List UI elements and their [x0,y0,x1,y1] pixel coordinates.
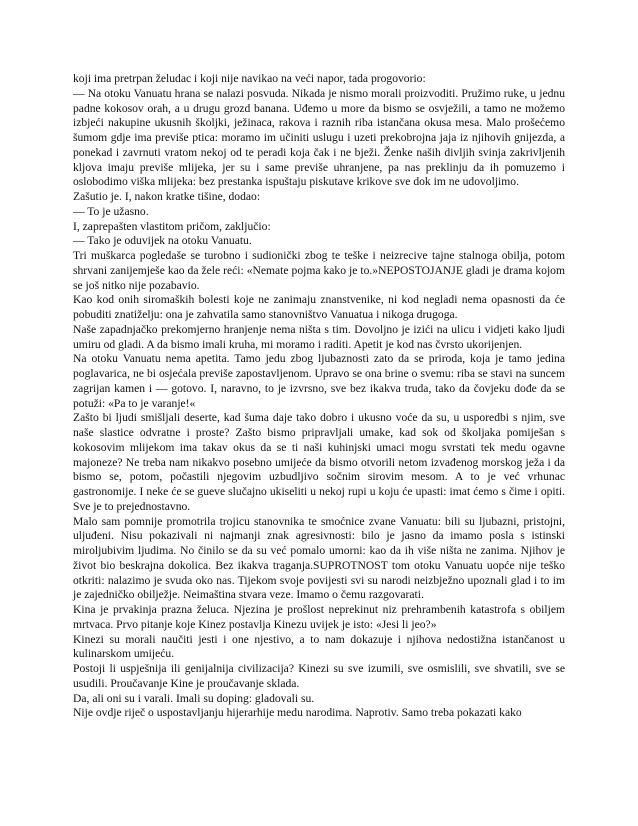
paragraph-13: Kina je prvakinja prazna želuca. Njezina je prošlost neprekinut niz prehrambenih katastrofa s obiljem mrtvaca. Prvo pitanje koje Kinez postavlja Kinezu uvijek je isto: «Jesi li jeo?» [73,603,565,631]
paragraph-9: Naše zapadnjačko prekomjerno hranjenje nema ništa s tim. Dovoljno je izići na ulicu i vidjeti kako ljudi umiru od gladi. A da bismo imali kruha, mi moramo i raditi. Apetit je kod nas čvrsto ukorijenjen. [73,322,565,351]
paragraph-6: — Tako je oduvijek na otoku Vanuatu. [73,234,252,248]
paragraph-14: Kinezi su morali naučiti jesti i one njestivo, a to nam dokazuje i njihova nedostižna istančanost u kulinarskom umijeću. [73,632,565,661]
document-page [73,72,565,721]
paragraph-2: — Na otoku Vanuatu hrana se nalazi posvuda. Nikada je nismo morali proizvoditi. Pružimo ruke, u jednu padne kokosov orah, a u drugu grozd banana. Uđemo u more da bismo se osvježili, a tamo ne možemo izbjeći nakupine ukusnih školjki, ježinaca, rakova i raznih riba istančana okusa mesa. Malo prošećemo šumom gdje ima previše ptica: moramo im učiniti uslugu i uzeti prekobrojna jaja iz njihovih gnijezda, a ponekad i zavrnuti vratom nekoj od te peradi koja čak i ne bježi. Ženke naših divljih svinja zakrivljenih kljova imaju previše mlijeka, jer su i same previše uhranjene, pa nas preklinju da ih pomuzemo i oslobodimo viška mlijeka: bez prestanka ispuštaju piskutave krikove sve dok im ne udovoljimo. [73,86,565,189]
paragraph-10: Na otoku Vanuatu nema apetita. Tamo jedu zbog ljubaznosti zato da se priroda, koja je tamo jedina poglavarica, ne bi osjećala previše zapostavljenom. Upravo se ona brine o svemu: riba se stavi na suncem zagrijan kamen i — gotovo. I, naravno, to je izvrsno, sve bez ikakva truda, tako da čovjeku dođe da se potuži: «Pa to je varanje!« [73,352,565,410]
paragraph-15: Postoji li uspješnija ili genijalnija civilizacija? Kinezi su sve izumili, sve osmislili, sve shvatili, sve se usudili. Proučavanje Kine je proučavanje sklada. [73,662,565,690]
paragraph-12: Malo sam pomnije promotrila trojicu stanovnika te smoćnice zvane Vanuatu: bili su ljubazni, pristojni, uljuđeni. Nisu pokazivali ni najmanji znak agresivnosti: bilo je jasno da imamo posla s istinski miroljubivim ljudima. No činilo se da su već pomalo umorni: kao da ih više ništa ne zanima. Njihov je život bio beskrajna dokolica. Bez ikakva traganja.SUPROTNOST tom otoku Vanuatu uopće nije teško otkriti: nalazimo je svuda oko nas. Tijekom svoje povijesti svi su narodi neizbježno upoznali glad i to im je zajedničko obilježje. Neimaština stvara veze. Imamo o čemu razgovarati. [73,514,565,602]
paragraph-5: I, zaprepašten vlastitom pričom, zaključio: [73,219,271,233]
paragraph-4: — To je užasno. [73,204,149,218]
paragraph-8: Kao kod onih siromaških bolesti koje ne zanimaju znanstvenike, ni kod negladi nema opasnosti da će pobuditi znatiželju: ona je zahvatila samo stanovništvo Vanuatua i nikoga drugoga. [73,293,565,321]
paragraph-11: Zašto bi ljudi smišljali deserte, kad šuma daje tako dobro i ukusno voće da su, u usporedbi s njim, sve naše slastice odvratne i proste? Zašto bismo pripravljali umake, kad sok od školjaka pomiješan s kokosovim mlijekom ima takav okus da se ti naši kuhinjski umaci mogu svrstati tek medu ogavne majoneze? Ne treba nam nikakvo posebno umijeće da bismo otvorili netom izvađenog morskog ježa i da bismo se, potom, počastili njegovim uzbudljivo sočnim sirovim mesom. A to je već vrhunac gastronomije. I neke će se gueve slučajno ukiseliti u nekoj rupi u koju će upasti: imat ćemo s čime i opiti. Sve je to prejednostavno. [73,411,565,513]
paragraph-17: Nije ovdje riječ o uspostavljanju hijerarhije medu narodima. Naprotiv. Samo treba pokazati kako [73,706,522,720]
paragraph-1: koji ima pretrpan želudac i koji nije navikao na veći napor, tada progovorio: [73,72,426,85]
paragraph-16: Da, ali oni su i varali. Imali su doping: gladovali su. [73,691,315,705]
paragraph-7: Tri muškarca pogledaše se turobno i sudionički zbog te teške i neizrecive tajne stalnoga obilja, potom shrvani zanijemješe kao da žele reći: «Nemate pojma kako je to.»NEPOSTOJANJE gladi je drama kojom se još nitko nije pozabavio. [73,249,565,292]
paragraph-3: Zašutio je. I, nakon kratke tišine, dodao: [73,190,261,203]
